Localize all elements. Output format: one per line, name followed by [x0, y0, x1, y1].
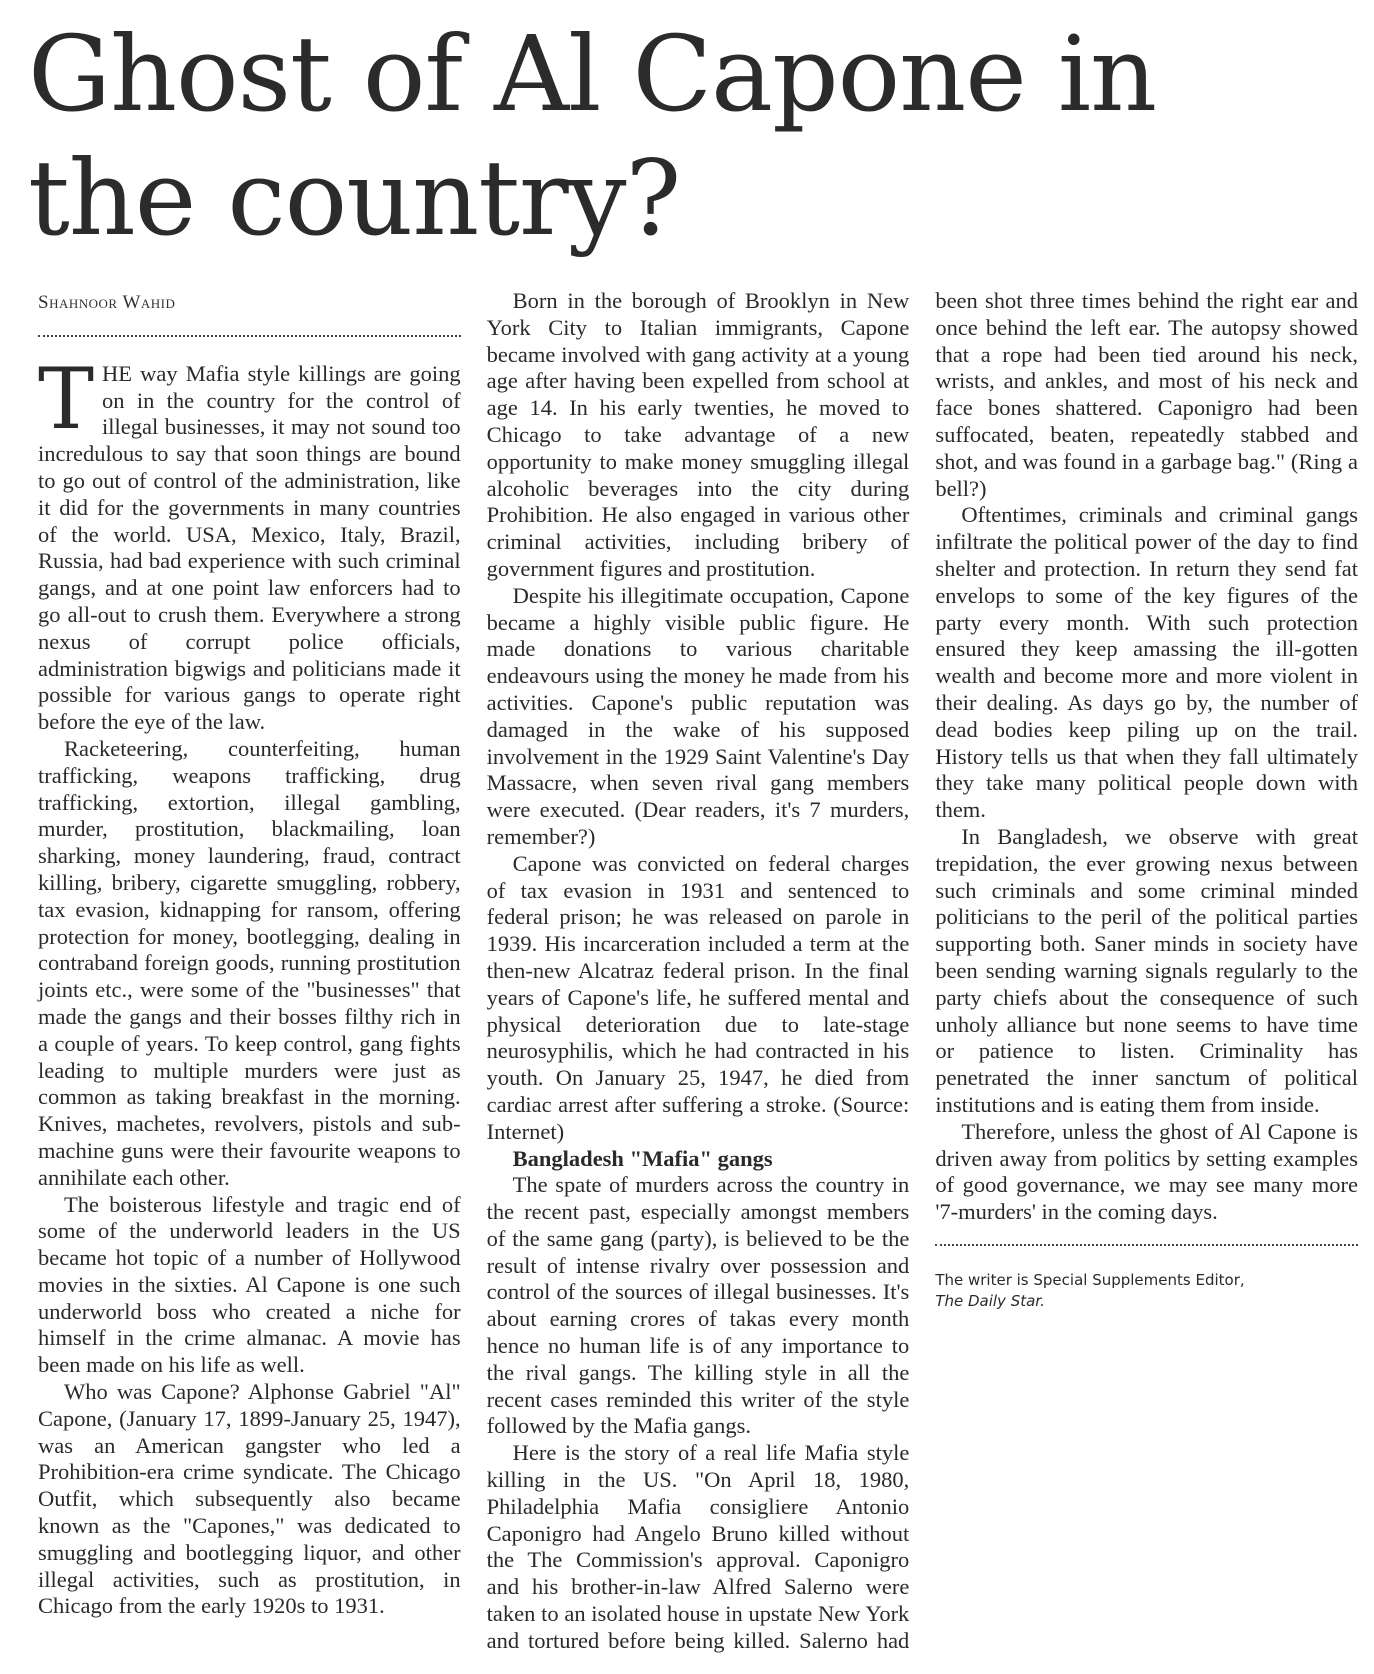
paragraph: Racketeering, counterfeiting, human trafficking, weapons trafficking, drug trafficking, extortion, illegal gambling, murder, prostitution, blackmailing, loan sharking, money laundering, fraud, contract killing, bribery, cigarette smuggling, robbery, tax evasion, kidnapping for ransom, offering protection for money, bootlegging, dealing in contraband foreign goods, running prostitution joints etc., were some of the "businesses" that made the gangs and their bosses filthy rich in a couple of years. To keep control, gang fights leading to multiple murders were just as common as taking breakfast in the morning. Knives, machetes, revolvers, pistols and sub-machine guns were their favourite weapons to annihilate each other.	[38, 735, 461, 1190]
drop-cap: T	[38, 349, 95, 448]
byline: Shahnoor Wahid	[38, 292, 176, 313]
footnote-publication: The Daily Star.	[935, 1291, 1045, 1310]
paragraph: Who was Capone? Alphonse Gabriel "Al" Capone, (January 17, 1899-January 25, 1947), was an American gangster who led a Prohibition-era crime syndicate. The Chicago Outfit, which subsequently also became known as the "Capones," was dedicated to smuggling and bootlegging liquor, and other illegal activities, such as prostitution, in Chicago from the early 1920s to 1931.	[38, 1379, 461, 1619]
paragraph: Capone was convicted on federal charges of tax evasion in 1931 and sentenced to federal prison; he was released on parole in 1939. His incarceration included a term at the then-new Alcatraz federal prison. In the final years of Capone's life, he suffered mental and physical deterioration due to late-stage neurosyphilis, which he had contracted in his youth. On January 25, 1947, he died from cardiac arrest after suffering a stroke. (Source: Internet)	[486, 850, 910, 1144]
paragraph-text: HE way Mafia style killings are going on in the country for the control of illegal businesses, it may not sound too incredulous to say that soon things are bound to go out of control of the administration, like it did for the governments in many countries of the world. USA, Mexico, Italy, Brazil, Russia, had bad experience with such criminal gangs, and at one point law enforcers had to go all-out to crush them. Everywhere a strong nexus of corrupt police officials, administration bigwigs and politicians made it possible for various gangs to operate right before the eye of the law.	[38, 360, 461, 735]
author-footnote	[935, 1270, 1358, 1312]
byline-divider	[38, 335, 461, 337]
paragraph: Therefore, unless the ghost of Al Capone is driven away from politics by setting examples of good governance, we may see many more '7-murders' in the coming days.	[935, 1118, 1358, 1225]
paragraph: In Bangladesh, we observe with great trepidation, the ever growing nexus between such criminals and some criminal minded politicians to the peril of the political parties supporting both. Saner minds in society have been sending warning signals regularly to the party chiefs about the consequence of such unholy alliance but none seems to have time or patience to listen. Criminality has penetrated the inner sanctum of political institutions and is eating them from inside.	[935, 823, 1358, 1117]
paragraph: Oftentimes, criminals and criminal gangs infiltrate the political power of the day to find shelter and protection. In return they send fat envelops to some of the key figures of the party every month. With such protection ensured they keep amassing the ill-gotten wealth and become more and more violent in their dealing. As days go by, the number of dead bodies keep piling up on the trail. History tells us that when they fall ultimately they take many political people down with them.	[935, 502, 1358, 823]
footnote-divider	[935, 1244, 1358, 1246]
paragraph: Here is the story of a real life Mafia style killing in the US. "On April 18, 1980, Philadelphia Mafia consigliere Antonio Caponigro had Angelo Bruno killed without the The Commission's approval. Caponigro and his brother-in-law Alfred Salerno were taken to an isolated house in upstate New York and tortured before being killed. Salerno had been shot three times behind the right ear and once behind the left ear. The autopsy showed that a rope had been tied around his neck, wrists, and ankles, and most of his neck and face bones shattered. Caponigro had been suffocated, beaten, repeatedly stabbed and shot, and was found in a garbage bag." (Ring a bell?)	[486, 288, 1358, 1653]
paragraph: Born in the borough of Brooklyn in New York City to Italian immigrants, Capone became involved with gang activity at a young age after having been expelled from school at age 14. In his early twenties, he moved to Chicago to take advantage of a new opportunity to make money smuggling illegal alcoholic beverages into the city during Prohibition. He also engaged in various other criminal activities, including bribery of government figures and prostitution.	[486, 288, 910, 581]
article-body	[38, 288, 1358, 1668]
subheading: Bangladesh "Mafia" gangs	[512, 1145, 773, 1171]
paragraph	[38, 349, 461, 736]
paragraph: The boisterous lifestyle and tragic end of some of the underworld leaders in the US became hot topic of a number of Hollywood movies in the sixties. Al Capone is one such underworld boss who created a niche for himself in the crime almanac. A movie has been made on his life as well.	[38, 1191, 461, 1378]
headline: Ghost of Al Capone in the country?	[28, 13, 1157, 259]
paragraph: Despite his illegitimate occupation, Capone became a highly visible public figure. He made donations to various charitable endeavours using the money he made from his activities. Capone's public reputation was damaged in the wake of his supposed involvement in the 1929 Saint Valentine's Day Massacre, when seven rival gang members were executed. (Dear readers, it's 7 murders, remember?)	[486, 582, 910, 849]
paragraph: The spate of murders across the country in the recent past, especially amongst members of the same gang (party), is believed to be the result of intense rivalry over possession and control of the sources of illegal businesses. It's about earning crores of takas every month hence no human life is of any importance to the rival gangs. The killing style in all the recent cases reminded this writer of the style followed by the Mafia gangs.	[486, 1172, 910, 1439]
footnote-line: The writer is Special Supplements Editor,	[935, 1270, 1245, 1289]
